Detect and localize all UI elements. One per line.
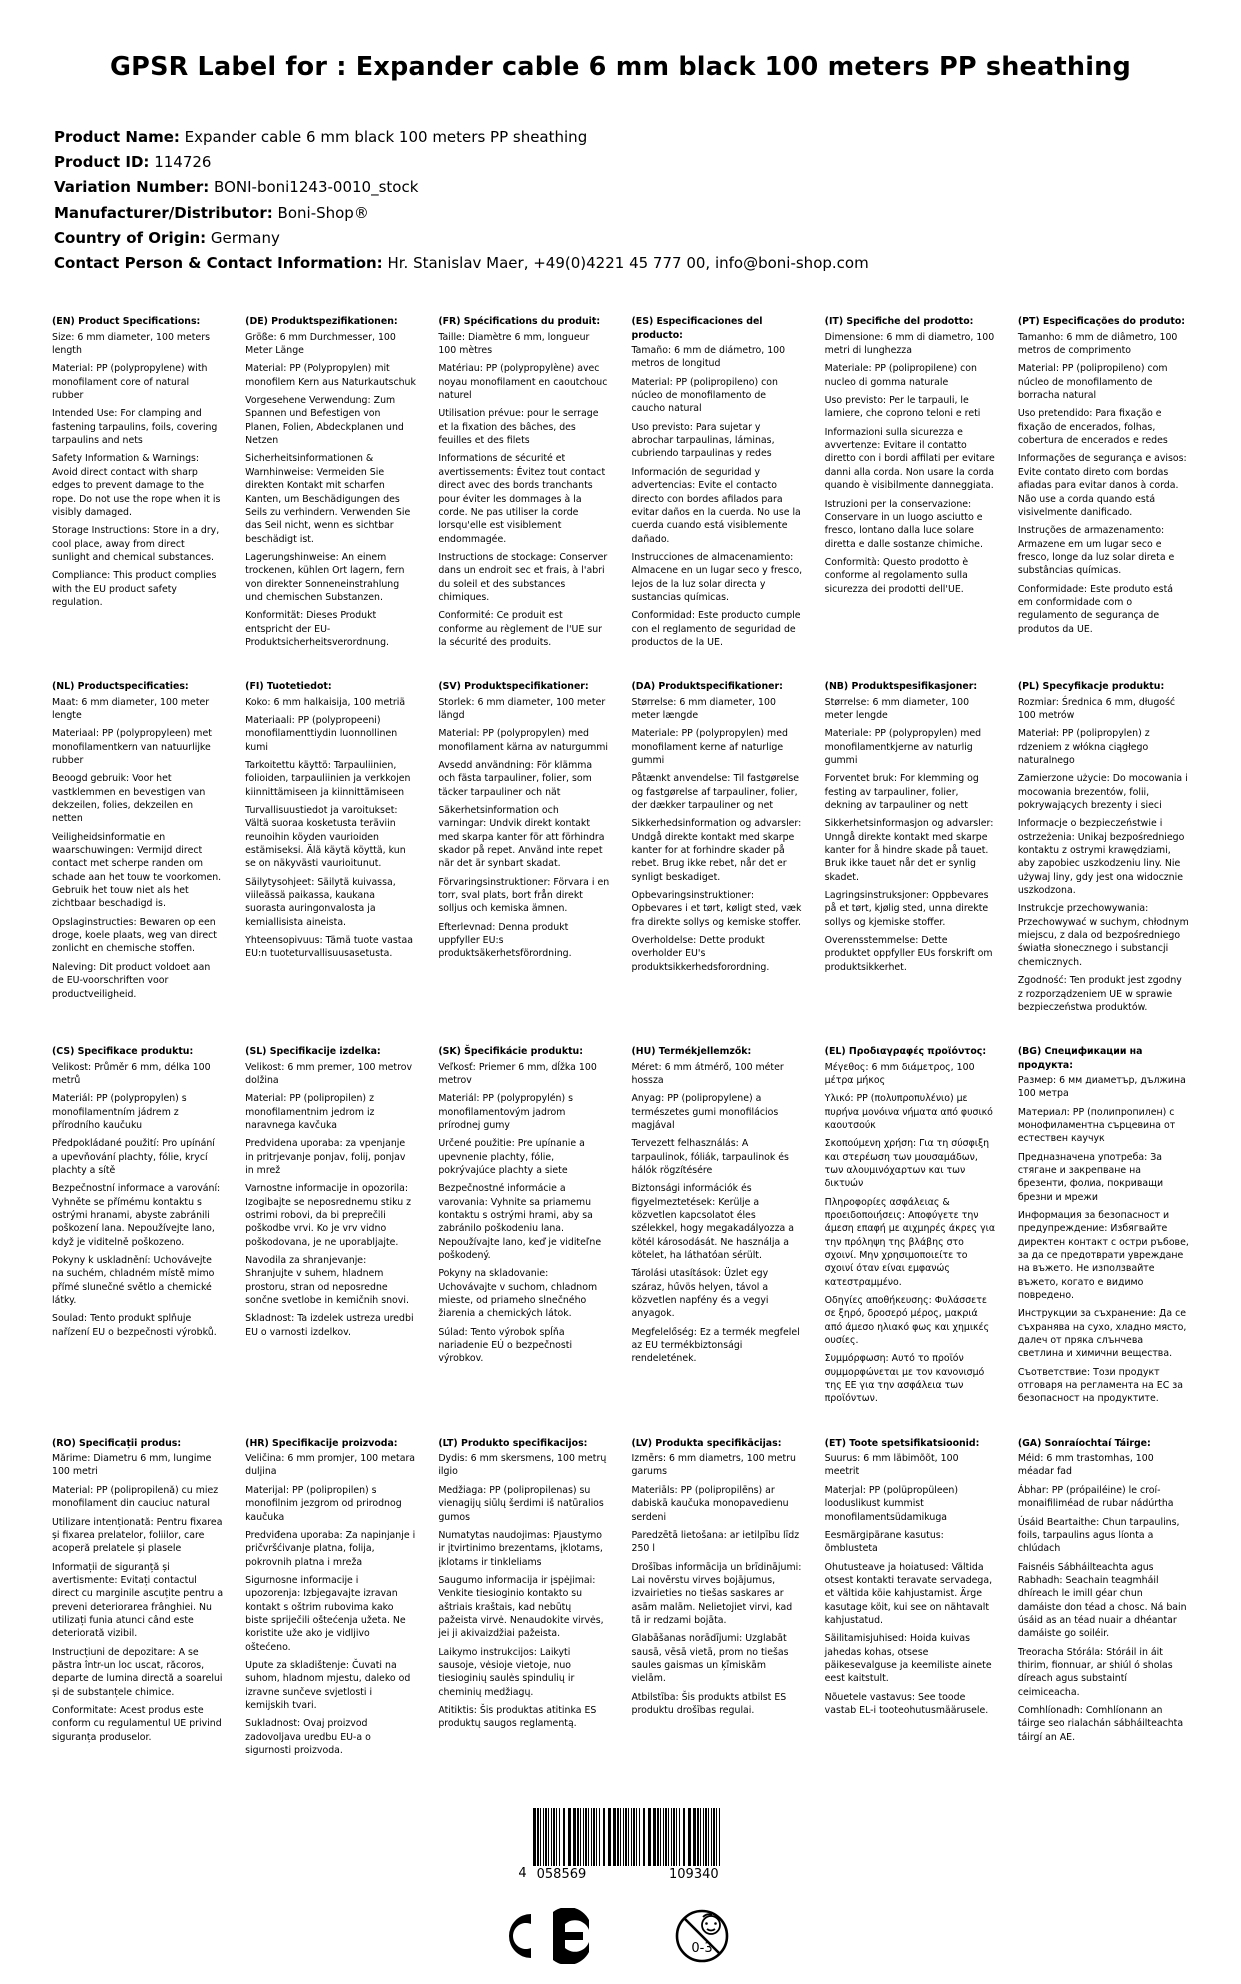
age-restriction-0-3-icon: [669, 1908, 747, 1964]
spec-paragraph: Storlek: 6 mm diameter, 100 meter längd: [438, 696, 606, 721]
spec-paragraph: Méid: 6 mm trastomhas, 100 méadar fad: [1017, 1453, 1154, 1478]
spec-block-da: [632, 680, 803, 1019]
spec-paragraph: Treoracha Stórála: Stóráil in áit thirim, fionnuar, ar shiúl ó sholas díreach agus substaintí ceimiceacha.: [1017, 1646, 1173, 1698]
meta-label: Country of Origin:: [54, 228, 207, 247]
spec-paragraph: Instrucțiuni de depozitare: A se păstra într-un loc uscat, răcoros, departe de lumina directă a soarelui și de substanțele chimice.: [52, 1646, 223, 1698]
specifications-grid: [52, 315, 1189, 1762]
spec-paragraph: Predvidena uporaba: za vpenjanje in pritrjevanje ponjav, folij, ponjav in mrež: [245, 1138, 406, 1176]
spec-block-en: [52, 315, 223, 654]
spec-paragraph: Информация за безопасност и предупреждение: Избягвайте директен контакт с остри ръбове, за да се предотврати увреждане на въжето. Не използвайте въжето, когато е видимо повредено.: [1017, 1209, 1189, 1302]
spec-paragraph: Μέγεθος: 6 mm διάμετρος, 100 μέτρα μήκος: [824, 1061, 975, 1086]
spec-paragraph: Eesmärgipärane kasutus: õmblusteta: [824, 1529, 944, 1555]
spec-paragraph: Suurus: 6 mm läbimõõt, 100 meetrit: [824, 1453, 959, 1478]
spec-paragraph: Nõuetele vastavus: See toode vastab EL-i tooteohutusmäärusele.: [824, 1691, 989, 1716]
spec-block-es: [632, 315, 803, 654]
barcode-group-1: 058569: [536, 1867, 587, 1883]
spec-paragraph: Méret: 6 mm átmérő, 100 méter hossza: [631, 1061, 784, 1086]
spec-paragraph: Instructions de stockage: Conserver dans un endroit sec et frais, à l'abri du soleil et des substances chimiques.: [438, 551, 608, 603]
ce-mark-icon: [495, 1908, 595, 1964]
spec-paragraph: Predviđena uporaba: Za napinjanje i pričvršćivanje platna, folija, pokrovnih platna i mreža: [245, 1529, 416, 1568]
meta-value: 114726: [154, 153, 212, 172]
spec-paragraph: Faisnéis Sábháilteachta agus Rabhadh: Seachain teagmháil dhíreach le imill géar chun damáiste don téad a chosc. Ná bain úsáid as an téad nuair a dhéantar damáiste go soiléir.: [1017, 1561, 1187, 1640]
spec-paragraph: Størrelse: 6 mm diameter, 100 meter lengde: [824, 696, 970, 721]
spec-paragraph: Material: PP (polipropileno) con núcleo de monofilamento de caucho natural: [631, 376, 778, 415]
spec-paragraph: Material: PP (polipropileno) com núcleo de monofilamento de borracha natural: [1017, 363, 1168, 402]
spec-block-sv: [438, 680, 609, 1019]
spec-paragraph: Compliance: This product complies with the EU product safety regulation.: [52, 570, 217, 608]
spec-paragraph: Bezpečnostné informácie a varovania: Vyhnite sa priamemu kontaktu s ostrými hrami, aby sa zabránilo poškodeniu lana. Nepoužívajte lano, keď je viditeľne poškodený.: [438, 1183, 602, 1261]
spec-paragraph: Súlad: Tento výrobok spĺňa nariadenie EÚ o bezpečnosti výrobkov.: [438, 1326, 573, 1365]
meta-label: Product Name:: [54, 127, 180, 146]
barcode-bars: [533, 1808, 723, 1866]
meta-value: Germany: [210, 228, 280, 247]
spec-paragraph: Материал: PP (полипропилен) с монофиламентна сърцевина от естествен каучук: [1017, 1106, 1176, 1145]
spec-paragraph: Atitiktis: Šis produktas atitinka ES produktų saugos reglamentą.: [438, 1704, 597, 1730]
meta-row-contact: [54, 252, 1189, 275]
meta-row-manufacturer: [54, 202, 1189, 225]
spec-paragraph: Съответствие: Този продукт отговаря на регламента на ЕС за безопасност на продуктите.: [1017, 1366, 1183, 1405]
spec-paragraph: Vorgesehene Verwendung: Zum Spannen und Befestigen von Planen, Folien, Abdeckplanen und Netzen: [245, 395, 404, 447]
spec-paragraph: Instrukcje przechowywania: Przechowywać w suchym, chłodnym miejscu, z dala od bezpośredniego światła słonecznego i substancji chemicznych.: [1017, 903, 1189, 968]
spec-paragraph: Materjal: PP (polüpropüleen) looduslikust kummist monofilamentsüdamikuga: [824, 1484, 959, 1523]
spec-paragraph: Navodila za shranjevanje: Shranjujte v suhem, hladnem prostoru, stran od neposredne sončne svetlobe in kemičnih snovi.: [245, 1255, 409, 1307]
spec-title: (FR) Spécifications du produit:: [438, 316, 601, 328]
spec-title: (RO) Specificații produs:: [52, 1437, 182, 1449]
spec-block-pt: [1018, 315, 1189, 654]
meta-row-product-name: [54, 126, 1189, 149]
meta-label: Contact Person & Contact Information:: [54, 254, 383, 273]
spec-title: (PT) Especificações do produto:: [1017, 316, 1186, 328]
spec-paragraph: Materiale: PP (polypropylen) med monofilamentkjerne av naturlig gummi: [824, 728, 982, 766]
spec-paragraph: Numatytas naudojimas: Pjaustymo ir įtvirtinimo brezentams, įklotams, įklotams ir tinkleliams: [438, 1529, 603, 1568]
spec-paragraph: Veľkosť: Priemer 6 mm, dĺžka 100 metrov: [438, 1061, 597, 1086]
spec-block-hr: [245, 1437, 416, 1763]
spec-block-pl: [1018, 680, 1189, 1019]
spec-block-lv: [632, 1437, 803, 1763]
spec-paragraph: Pokyny na skladovanie: Uchovávajte v suchom, chladnom mieste, od priameho slnečného žiarenia a chemických látok.: [438, 1268, 598, 1320]
spec-paragraph: Utilisation prévue: pour le serrage et la fixation des bâches, des feuilles et des filets: [438, 408, 599, 447]
spec-paragraph: Materijal: PP (polipropilen) s monofilnim jezgrom od prirodnog kaučuka: [245, 1484, 402, 1523]
spec-title: (IT) Specifiche del prodotto:: [824, 316, 974, 328]
spec-paragraph: Biztonsági információk és figyelmeztetések: Kerülje a közvetlen kapcsolatot éles szélekkel, hogy megakadályozza a kötél károsodását. Ne használja a kötelet, ha láthatóan sérült.: [631, 1183, 794, 1261]
spec-paragraph: Veiligheidsinformatie en waarschuwingen: Vermijd direct contact met scherpe randen om schade aan het touw te voorkomen. Gebruik het touw niet als het zichtbaar beschadigd is.: [52, 831, 222, 910]
spec-paragraph: Instrucciones de almacenamiento: Almacene en un lugar seco y fresco, lejos de la luz solar directa y sustancias químicas.: [631, 551, 803, 603]
spec-paragraph: Conformidade: Este produto está em conformidade com o regulamento de segurança de produtos da UE.: [1017, 583, 1173, 635]
spec-paragraph: Størrelse: 6 mm diameter, 100 meter længde: [631, 696, 776, 721]
spec-paragraph: Conformité: Ce produit est conforme au règlement de l'UE sur la sécurité des produits.: [438, 610, 602, 648]
spec-title: (EN) Product Specifications:: [52, 316, 201, 328]
meta-row-product-id: [54, 151, 1189, 174]
spec-paragraph: Zgodność: Ten produkt jest zgodny z rozporządzeniem UE w sprawie bezpieczeństwa produktów.: [1017, 975, 1182, 1013]
spec-paragraph: Soulad: Tento produkt splňuje nařízení EU o bezpečnosti výrobků.: [52, 1313, 217, 1338]
spec-paragraph: Mărime: Diametru 6 mm, lungime 100 metri: [52, 1453, 212, 1478]
barcode-group-2: 109340: [669, 1867, 719, 1883]
spec-paragraph: Izmērs: 6 mm diametrs, 100 metru garums: [631, 1453, 796, 1478]
spec-paragraph: Säilitamisjuhised: Hoida kuivas jahedas kohas, otsese päikesevalguse ja keemiliste ainete eest kaitstult.: [824, 1633, 992, 1685]
spec-title: (SL) Specifikacije izdelka:: [245, 1046, 381, 1058]
spec-paragraph: Σκοπούμενη χρήση: Για τη σύσφιξη και στερέωση των μουσαμάδων, των αλουμινόχαρτων και των δικτυών: [824, 1138, 990, 1190]
spec-paragraph: Velikost: Průměr 6 mm, délka 100 metrů: [52, 1061, 211, 1086]
spec-title: (NB) Produktspesifikasjoner:: [824, 681, 978, 693]
age-label: 0-3: [690, 1941, 713, 1957]
spec-paragraph: Materiaal: PP (polypropyleen) met monofilamentkern van natuurlijke rubber: [52, 728, 212, 766]
spec-title: (DA) Produktspecifikationer:: [631, 681, 783, 693]
spec-block-it: [825, 315, 996, 654]
spec-paragraph: Material: PP (polipropilen) z monofilamentnim jedrom iz naravnega kavčuka: [245, 1093, 375, 1131]
spec-paragraph: Συμμόρφωση: Αυτό το προϊόν συμμορφώνεται με τον κανονισμό της ΕΕ για την ασφάλεια των προϊόντων.: [824, 1353, 985, 1405]
spec-paragraph: Velikost: 6 mm premer, 100 metrov dolžina: [245, 1061, 412, 1086]
spec-paragraph: Intended Use: For clamping and fastening tarpaulins, foils, covering tarpaulins and nets: [52, 408, 218, 447]
spec-title: (PL) Specyfikacje produktu:: [1017, 681, 1165, 693]
spec-title: (DE) Produktspezifikationen:: [245, 316, 398, 328]
spec-paragraph: Instruções de armazenamento: Armazene em um lugar seco e fresco, longe da luz solar direta e substâncias químicas.: [1017, 525, 1175, 577]
meta-value: Expander cable 6 mm black 100 meters PP sheathing: [184, 127, 588, 146]
spec-paragraph: Material: PP (Polypropylen) mit monofilem Kern aus Naturkautschuk: [245, 363, 416, 388]
spec-paragraph: Tamaño: 6 mm de diámetro, 100 metros de longitud: [631, 345, 786, 370]
spec-block-hu: [632, 1045, 803, 1411]
spec-paragraph: Anyag: PP (polipropylene) a természetes gumi monofilácios magjával: [631, 1093, 779, 1131]
meta-value: Hr. Stanislav Maer, +49(0)4221 45 777 00, info@boni-shop.com: [387, 254, 869, 273]
spec-block-el: [825, 1045, 996, 1411]
spec-paragraph: Uso previsto: Per le tarpauli, le lamiere, che coprono teloni e reti: [824, 395, 981, 420]
spec-block-sk: [438, 1045, 609, 1411]
spec-paragraph: Materiale: PP (polipropilene) con nucleo di gomma naturale: [824, 363, 977, 388]
spec-paragraph: Informazioni sulla sicurezza e avvertenze: Evitare il contatto diretto con i bordi affilati per evitare danni alla corda. Non usare la corda quando è visibilmente danneggiata.: [824, 426, 995, 492]
spec-paragraph: Rozmiar: Średnica 6 mm, długość 100 metrów: [1017, 696, 1176, 721]
meta-row-variation-number: [54, 176, 1189, 199]
meta-value: BONI-boni1243-0010_stock: [214, 178, 419, 197]
spec-paragraph: Informacje o bezpieczeństwie i ostrzeżenia: Unikaj bezpośredniego kontaktu z ostrymi krawędziami, aby zapobiec uszkodzeniu liny. Nie używaj liny, gdy jest ona widocznie uszkodzona.: [1017, 818, 1185, 897]
spec-paragraph: Påtænkt anvendelse: Til fastgørelse og fastgørelse af tarpauliner, folier, der dækker tarpauliner og net: [631, 773, 800, 812]
spec-paragraph: Materiale: PP (polypropylen) med monofilament kerne af naturlige gummi: [631, 728, 788, 766]
spec-paragraph: Materiał: PP (polipropylen) z rdzeniem z włókna ciągłego naturalnego: [1017, 728, 1150, 766]
spec-paragraph: Ábhar: PP (própailéine) le croí-monaifiliméad de rubar nádúrtha: [1017, 1484, 1174, 1510]
spec-paragraph: Tamanho: 6 mm de diâmetro, 100 metros de comprimento: [1017, 331, 1178, 357]
spec-paragraph: Zamierzone użycie: Do mocowania i mocowania brezentów, folii, pokrywających brezenty i sieci: [1017, 773, 1188, 812]
spec-paragraph: Sikkerhedsinformation og advarsler: Undgå direkte kontakt med skarpe kanter for at forhindre skader på rebet. Brug ikke rebet, når det er synligt beskadiget.: [631, 818, 802, 883]
spec-paragraph: Forventet bruk: For klemming og festing av tarpauliner, folier, dekning av tarpauliner og nett: [824, 773, 979, 812]
spec-paragraph: Utilizare intenționată: Pentru fixarea și fixarea prelatelor, foliilor, care acoperă prelatele și plasele: [52, 1516, 223, 1555]
spec-title: (EL) Προδιαγραφές προϊόντος:: [824, 1046, 987, 1058]
spec-paragraph: Yhteensopivuus: Tämä tuote vastaa EU:n tuoteturvallisuusasetusta.: [245, 935, 413, 960]
spec-paragraph: Turvallisuustiedot ja varoitukset: Vältä suoraa kosketusta teräviin reunoihin köyden vaurioiden estämiseksi. Älä käytä köyttä, kun se on näkyvästi vaurioitunut.: [245, 805, 406, 870]
spec-paragraph: Konformität: Dieses Produkt entspricht der EU-Produktsicherheitsverordnung.: [245, 610, 390, 648]
spec-block-ga: [1018, 1437, 1189, 1763]
spec-title: (SV) Produktspecifikationer:: [438, 681, 589, 693]
spec-paragraph: Skladnost: Ta izdelek ustreza uredbi EU o varnosti izdelkov.: [245, 1313, 414, 1338]
meta-label: Manufacturer/Distributor:: [54, 203, 273, 222]
barcode-numbers: [533, 1867, 723, 1882]
spec-paragraph: Úsáid Beartaithe: Chun tarpaulins, foils, tarpaulins agus líonta a chlúdach: [1017, 1516, 1180, 1555]
spec-block-sl: [245, 1045, 416, 1411]
spec-paragraph: Istruzioni per la conservazione: Conservare in un luogo asciutto e fresco, lontano dalla luce solare diretta e dalle sostanze chimiche.: [824, 498, 983, 550]
spec-paragraph: Pokyny k uskladnění: Uchovávejte na suchém, chladném místě mimo přímé slunečné světlo a chemické látky.: [52, 1255, 215, 1307]
spec-block-de: [245, 315, 416, 654]
spec-title: (ET) Toote spetsifikatsioonid:: [824, 1437, 980, 1449]
spec-paragraph: Sicherheitsinformationen & Warnhinweise: Vermeiden Sie direkten Kontakt mit scharfen Kanten, um Beschädigungen des Seils zu verhindern. Verwenden Sie das Seil nicht, wenn es sichtbar beschädigt ist.: [245, 453, 411, 545]
spec-paragraph: Laikymo instrukcijos: Laikyti sausoje, vėsioje vietoje, nuo tiesioginių saulės spindulių ir cheminių medžiagų.: [438, 1646, 575, 1698]
spec-paragraph: Megfelelőség: Ez a termék megfelel az EU termékbiztonsági rendeletének.: [631, 1326, 800, 1365]
spec-paragraph: Opbevaringsinstruktioner: Opbevares i et tørt, køligt sted, væk fra direkte sollys og kemiske stoffer.: [631, 890, 802, 928]
spec-paragraph: Materiāls: PP (polipropilēns) ar dabiskā kaučuka monopavedienu serdeni: [631, 1484, 789, 1523]
barcode-left-digit: 4: [518, 1866, 527, 1882]
spec-paragraph: Taille: Diamètre 6 mm, longueur 100 mètres: [438, 331, 590, 357]
spec-block-nb: [825, 680, 996, 1019]
barcode: [518, 1808, 722, 1882]
spec-paragraph: Material: PP (polipropilenă) cu miez monofilament din cauciuc natural: [52, 1484, 219, 1510]
spec-paragraph: Saugumo informacija ir įspėjimai: Venkite tiesioginio kontakto su aštriais kraštais, kad nebūtų pažeista virvė. Nenaudokite virvės, jei ji akivaizdžiai pažeista.: [438, 1574, 604, 1640]
spec-title: (GA) Sonraíochtaí Táirge:: [1017, 1437, 1151, 1449]
meta-value: Boni-Shop®: [277, 203, 369, 222]
spec-paragraph: Atbilstība: Šis produkts atbilst ES produktu drošības regulai.: [631, 1691, 787, 1716]
spec-paragraph: Säilytysohjeet: Säilytä kuivassa, viileässä paikassa, kaukana suorasta auringonvalosta ja kemiallisista aineista.: [245, 876, 396, 928]
spec-paragraph: Naleving: Dit product voldoet aan de EU-voorschriften voor productveiligheid.: [52, 961, 211, 1000]
spec-paragraph: Sukladnost: Ovaj proizvod zadovoljava uredbu EU-a o sigurnosti proizvoda.: [245, 1718, 371, 1756]
spec-paragraph: Drošības informācija un brīdinājumi: Lai novērstu virves bojājumus, izvairieties no tiešas saskares ar asām malām. Nelietojiet virvi, kad tā ir redzami bojāta.: [631, 1561, 802, 1626]
spec-block-ro: [52, 1437, 223, 1763]
meta-row-country-of-origin: [54, 227, 1189, 250]
spec-paragraph: Предназначена употреба: За стягане и закрепване на брезенти, фолиа, покриващи брезни и мрежи: [1017, 1151, 1164, 1203]
spec-paragraph: Matériau: PP (polypropylène) avec noyau monofilament en caoutchouc naturel: [438, 363, 608, 402]
spec-paragraph: Información de seguridad y advertencias: Evite el contacto directo con bordes afilados para evitar daños en la cuerda. No use la cuerda cuando está visiblemente dañado.: [631, 466, 801, 545]
spec-paragraph: Förvaringsinstruktioner: Förvara i en torr, sval plats, bort från direkt solljus och kemiska ämnen.: [438, 876, 610, 915]
barcode-core: [533, 1808, 723, 1882]
spec-title: (HR) Specifikacije proizvoda:: [245, 1437, 398, 1449]
spec-paragraph: Material: PP (polypropylene) with monofilament core of natural rubber: [52, 363, 208, 402]
spec-paragraph: Conformitate: Acest produs este conform cu regulamentul UE privind siguranța produselor.: [52, 1704, 222, 1743]
spec-paragraph: Material: PP (polypropylen) med monofilament kärna av naturgummi: [438, 728, 609, 753]
spec-title: (SK) Špecifikácie produktu:: [438, 1046, 583, 1058]
spec-paragraph: Säkerhetsinformation och varningar: Undvik direkt kontakt med skarpa kanter för att förhindra skador på repet. Använd inte repet när det är synbart skadat.: [438, 805, 605, 870]
spec-paragraph: Beoogd gebruik: Voor het vastklemmen en bevestigen van dekzeilen, folies, dekzeilen en netten: [52, 773, 206, 825]
spec-block-lt: [438, 1437, 609, 1763]
spec-paragraph: Πληροφορίες ασφάλειας & προειδοποιήσεις: Αποφύγετε την άμεση επαφή με αιχμηρές άκρες για την πρόληψη της βλάβης στο σχοινί. Μην χρησιμοποιείτε το σχοινί όταν είναι εμφανώς κατεστραμμένο.: [824, 1196, 996, 1288]
spec-paragraph: Veličina: 6 mm promjer, 100 metara duljina: [245, 1453, 416, 1478]
spec-title: (ES) Especificaciones del producto:: [631, 316, 763, 341]
spec-paragraph: Medžiaga: PP (polipropilenas) su vienagijų siūlų šerdimi iš natūralios gumos: [438, 1484, 604, 1523]
spec-paragraph: Informações de segurança e avisos: Evite contato direto com bordas afiadas para evitar danos à corda. Não use a corda quando está visivelmente danificado.: [1017, 453, 1187, 518]
spec-paragraph: Opslaginstructies: Bewaren op een droge, koele plaats, weg van direct zonlicht en chemische stoffen.: [52, 916, 217, 955]
spec-title: (CS) Specifikace produktu:: [52, 1046, 194, 1058]
spec-block-cs: [52, 1045, 223, 1411]
spec-title: (FI) Tuotetiedot:: [245, 681, 332, 693]
spec-paragraph: Materiál: PP (polypropylén) s monofilamentovým jadrom prírodnej gumy: [438, 1093, 574, 1131]
spec-paragraph: Safety Information & Warnings: Avoid direct contact with sharp edges to prevent damage to the rope. Do not use the rope when it is visibly damaged.: [52, 453, 221, 518]
spec-paragraph: Размер: 6 мм диаметър, дължина 100 метра: [1017, 1074, 1186, 1100]
spec-paragraph: Varnostne informacije in opozorila: Izogibajte se neposrednemu stiku z ostrimi robovi, da bi preprečili poškodbe vrvi. Ko je vrv vidno poškodovana, je ne uporabljajte.: [245, 1183, 412, 1248]
spec-paragraph: Koko: 6 mm halkaisija, 100 metriä: [245, 696, 406, 708]
product-meta: [54, 126, 1189, 276]
spec-title: (NL) Productspecificaties:: [52, 681, 189, 693]
spec-paragraph: Upute za skladištenje: Čuvati na suhom, hladnom mjestu, daleko od izravne sunčeve svjetlosti i kemijskih tvari.: [245, 1659, 411, 1711]
spec-paragraph: Informații de siguranță și avertismente: Evitați contactul direct cu marginile ascuțite pentru a preveni deteriorarea frânghiei. Nu utilizați funia atunci când este deteriorată vizibil.: [52, 1561, 224, 1640]
spec-paragraph: Conformità: Questo prodotto è conforme al regolamento sulla sicurezza dei prodotti dell'UE.: [824, 556, 969, 595]
spec-paragraph: Инструкции за съхранение: Да се съхранява на сухо, хладно място, далеч от пряка слънчева светлина и химични вещества.: [1017, 1308, 1187, 1360]
spec-paragraph: Glabāšanas norādījumi: Uzglabāt sausā, vēsā vietā, prom no tiešas saules gaismas un ķīmiskām vielām.: [631, 1633, 789, 1685]
spec-title: (LT) Produkto specifikacijos:: [438, 1437, 588, 1449]
spec-title: (BG) Спецификации на продукта:: [1017, 1046, 1143, 1071]
spec-title: (LV) Produkta specifikācijas:: [631, 1437, 782, 1449]
spec-paragraph: Tarkoitettu käyttö: Tarpauliinien, folioiden, tarpauliinien ja verkkojen kiinnittämiseen ja kiinnittämiseen: [245, 760, 411, 798]
spec-paragraph: Size: 6 mm diameter, 100 meters length: [52, 331, 210, 357]
spec-paragraph: Maat: 6 mm diameter, 100 meter lengte: [52, 696, 210, 721]
spec-paragraph: Materiál: PP (polypropylen) s monofilamentním jádrem z přírodního kaučuku: [52, 1093, 187, 1131]
meta-label: Product ID:: [54, 153, 150, 172]
spec-block-fi: [245, 680, 416, 1019]
spec-paragraph: Určené použitie: Pre upínanie a upevnenie plachty, fólie, pokrývajúce plachty a siete: [438, 1138, 585, 1176]
meta-label: Variation Number:: [54, 178, 210, 197]
spec-paragraph: Informations de sécurité et avertissements: Évitez tout contact direct avec des bords tranchants pour éviter les dommages à la corde. Ne pas utiliser la corde lorsqu'elle est visiblement endommagée.: [438, 453, 606, 545]
spec-paragraph: Bezpečnostní informace a varování: Vyhněte se přímému kontaktu s ostrými hranami, abyste zabránili poškození lana. Nepoužívejte lano, když je viditelně poškozeno.: [52, 1183, 221, 1248]
spec-paragraph: Paredzētā lietošana: ar ietilpību līdz 250 l: [631, 1529, 800, 1555]
spec-paragraph: Dimensione: 6 mm di diametro, 100 metri di lunghezza: [824, 331, 995, 357]
spec-paragraph: Předpokládané použití: Pro upínání a upevňování plachty, fólie, krycí plachty a sítě: [52, 1138, 215, 1176]
compliance-marks: [495, 1908, 747, 1964]
spec-paragraph: Sikkerhetsinformasjon og advarsler: Unngå direkte kontakt med skarpe kanter for å hindre skade på tauet. Bruk ikke tauet når det er synlig skadet.: [824, 818, 994, 883]
spec-title: (HU) Termékjellemzők:: [631, 1046, 752, 1058]
spec-paragraph: Ohutusteave ja hoiatused: Vältida otsest kontakti teravate servadega, et vältida köie kahjustamist. Ärge kasutage köit, kui see on nähtavalt kahjustatud.: [824, 1561, 993, 1626]
spec-block-fr: [438, 315, 609, 654]
spec-paragraph: Sigurnosne informacije i upozorenja: Izbjegavajte izravan kontakt s oštrim rubovima kako biste spriječili oštećenja užeta. Ne koristite uže ako je vidljivo oštećeno.: [245, 1574, 406, 1653]
spec-paragraph: Conformidad: Este producto cumple con el reglamento de seguridad de productos de la UE.: [631, 610, 801, 648]
spec-paragraph: Efterlevnad: Denna produkt uppfyller EU:s produktsäkerhetsförordning.: [438, 921, 572, 960]
spec-block-et: [825, 1437, 996, 1763]
spec-paragraph: Storage Instructions: Store in a dry, cool place, away from direct sunlight and chemical substances.: [52, 525, 220, 563]
spec-paragraph: Lagringsinstruksjoner: Oppbevares på et tørt, kjølig sted, unna direkte sollys og kjemiske stoffer.: [824, 890, 989, 928]
footer: [52, 1808, 1189, 1964]
spec-paragraph: Größe: 6 mm Durchmesser, 100 Meter Länge: [245, 331, 396, 357]
spec-paragraph: Uso previsto: Para sujetar y abrochar tarpaulinas, láminas, cubriendo tarpaulinas y redes: [631, 421, 775, 460]
spec-paragraph: Tervezett felhasználás: A tarpaulinok, fóliák, tarpaulinok és hálók rögzítésére: [631, 1138, 789, 1176]
spec-paragraph: Avsedd användning: För klämma och fästa tarpauliner, folier, som täcker tarpauliner och nät: [438, 760, 593, 798]
page-title: GPSR Label for : Expander cable 6 mm black 100 meters PP sheathing: [110, 52, 1131, 82]
spec-paragraph: Uso pretendido: Para fixação e fixação de encerados, folhas, cobertura de encerados e redes: [1017, 408, 1168, 447]
spec-paragraph: Οδηγίες αποθήκευσης: Φυλάσσετε σε ξηρό, δροσερό μέρος, μακριά από άμεσο ηλιακό φως και χημικές ουσίες.: [824, 1295, 990, 1347]
spec-paragraph: Lagerungshinweise: An einem trockenen, kühlen Ort lagern, fern von direkter Sonneneinstrahlung und chemischen Substanzen.: [245, 551, 405, 603]
spec-paragraph: Comhlíonadh: Comhlíonann an táirge seo rialachán sábháilteachta táirgí an AE.: [1017, 1704, 1184, 1743]
spec-paragraph: Materiaali: PP (polypropeeni) monofilamenttiydin luonnollinen kumi: [245, 714, 398, 753]
spec-paragraph: Dydis: 6 mm skersmens, 100 metrų ilgio: [438, 1453, 607, 1478]
spec-paragraph: Tárolási utasítások: Üzlet egy száraz, hűvös helyen, távol a közvetlen napfény és a vegyi anyagok.: [631, 1268, 769, 1320]
spec-paragraph: Overholdelse: Dette produkt overholder EU's produktsikkerhedsforordning.: [631, 935, 770, 973]
spec-block-nl: [52, 680, 223, 1019]
spec-paragraph: Υλικό: PP (πολυπροπυλένιο) με πυρήνα μονόινα νήματα από φυσικό καουτσούκ: [824, 1093, 993, 1131]
spec-paragraph: Overensstemmelse: Dette produktet oppfyller EUs forskrift om produktsikkerhet.: [824, 935, 993, 973]
spec-block-bg: [1018, 1045, 1189, 1411]
